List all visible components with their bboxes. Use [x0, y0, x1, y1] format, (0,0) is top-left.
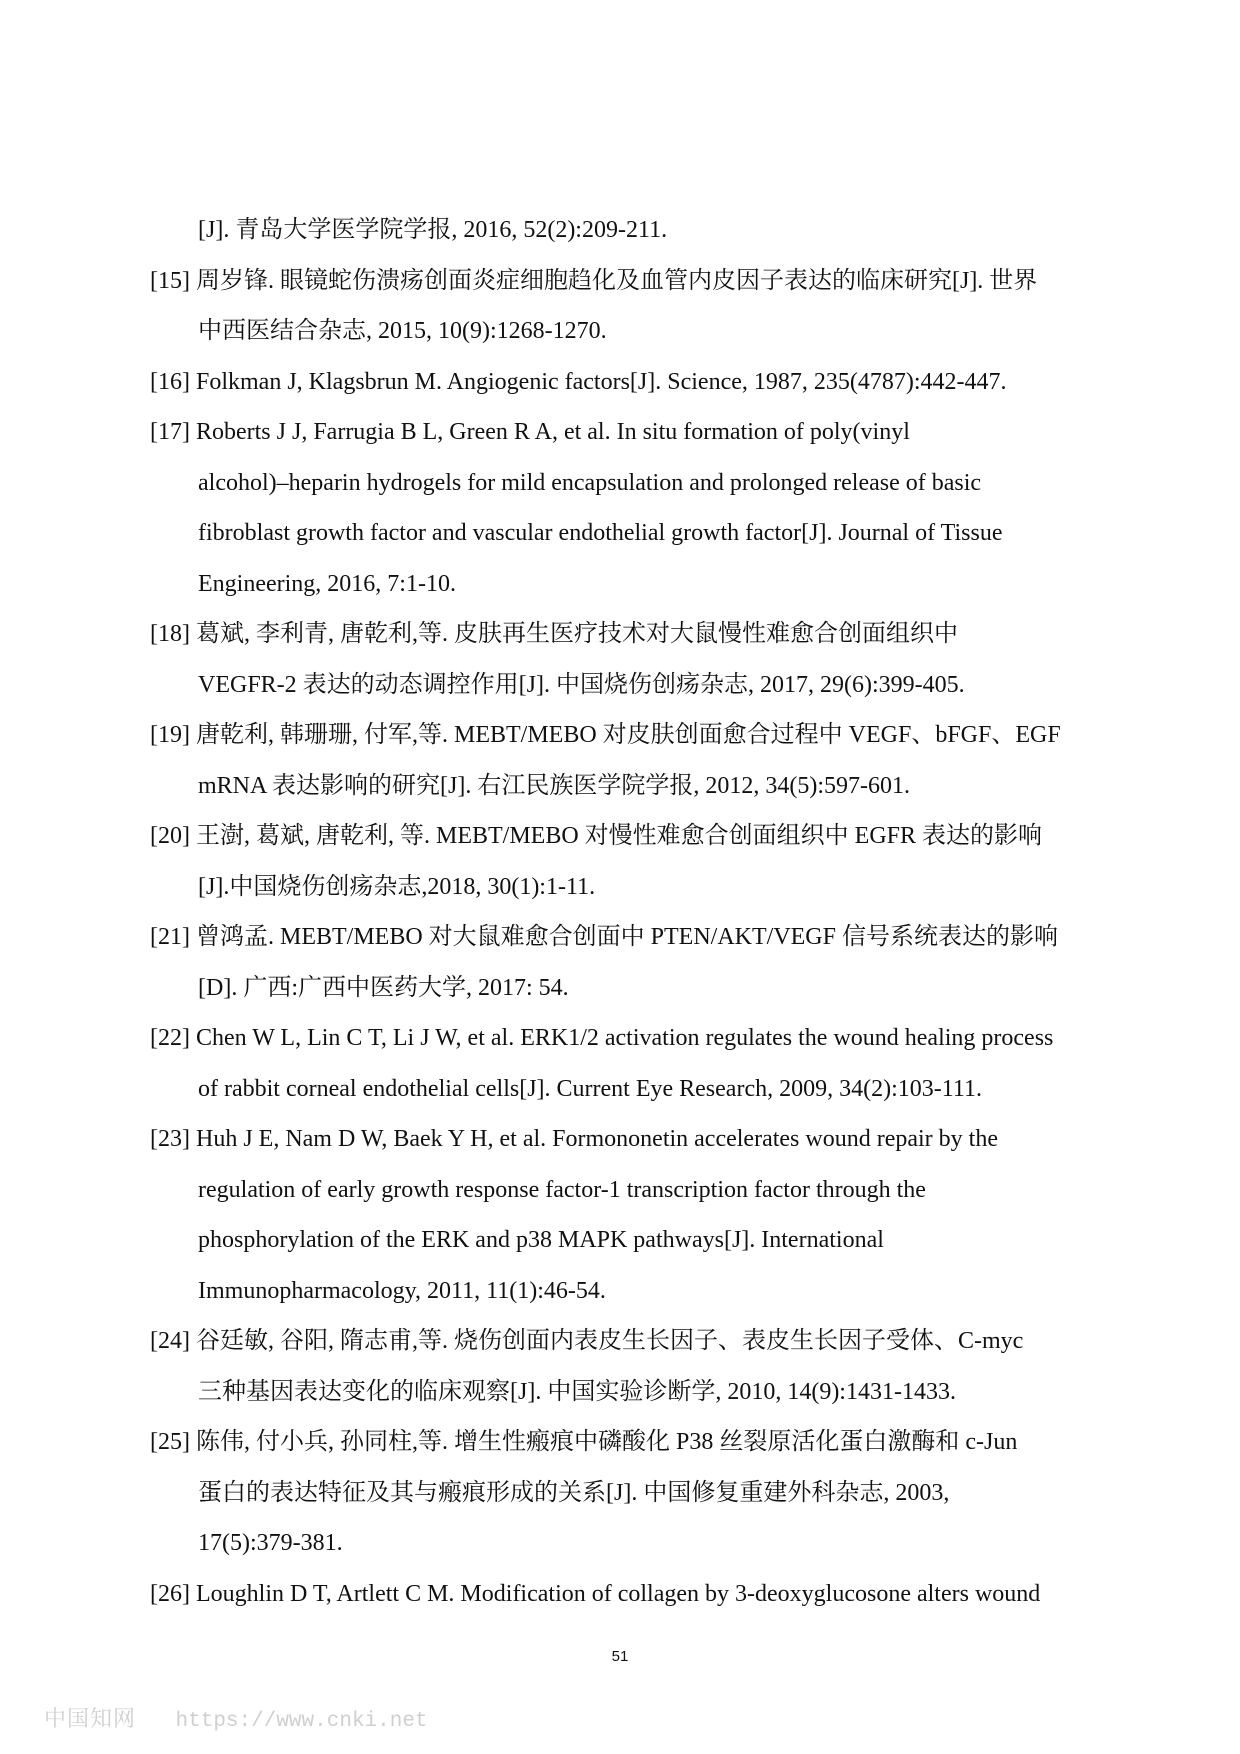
reference-line: [22] Chen W L, Lin C T, Li J W, et al. ERK1/2 activation regulates the wound healing process — [150, 1025, 1054, 1051]
reference-line: [20] 王澍, 葛斌, 唐乾利, 等. MEBT/MEBO 对慢性难愈合创面组织中 EGFR 表达的影响 — [150, 823, 1043, 849]
reference-item — [150, 912, 1100, 1013]
watermark-site-name: 中国知网 — [44, 1707, 137, 1732]
reference-item — [150, 1417, 1100, 1569]
watermark-url: https://www.cnki.net — [175, 1710, 428, 1733]
reference-item — [150, 256, 1100, 357]
reference-item — [150, 710, 1100, 811]
reference-line: [23] Huh J E, Nam D W, Baek Y H, et al. Formononetin accelerates wound repair by the — [150, 1126, 998, 1152]
reference-line: [21] 曾鸿孟. MEBT/MEBO 对大鼠难愈合创面中 PTEN/AKT/VEGF 信号系统表达的影响 — [150, 924, 1058, 950]
reference-line: [17] Roberts J J, Farrugia B L, Green R A, et al. In situ formation of poly(vinyl — [150, 419, 910, 445]
reference-item — [150, 1569, 1100, 1620]
reference-list — [150, 205, 1100, 1619]
reference-line: 17(5):379-381. — [198, 1530, 343, 1556]
reference-line: regulation of early growth response factor-1 transcription factor through the — [198, 1176, 926, 1203]
reference-line: [D]. 广西:广西中医药大学, 2017: 54. — [198, 974, 569, 1001]
reference-line: 中西医结合杂志, 2015, 10(9):1268-1270. — [198, 318, 607, 344]
reference-item — [150, 205, 1100, 256]
reference-line: 三种基因表达变化的临床观察[J]. 中国实验诊断学, 2010, 14(9):1431-1433. — [198, 1378, 956, 1405]
reference-line: alcohol)–heparin hydrogels for mild encapsulation and prolonged release of basic — [198, 469, 982, 496]
reference-item — [150, 1013, 1100, 1114]
reference-line: 蛋白的表达特征及其与瘢痕形成的关系[J]. 中国修复重建外科杂志, 2003, — [198, 1479, 950, 1506]
reference-item — [150, 811, 1100, 912]
reference-line: [19] 唐乾利, 韩珊珊, 付军,等. MEBT/MEBO 对皮肤创面愈合过程中 VEGF、bFGF、EGF — [150, 722, 1061, 748]
reference-line: [J]. 青岛大学医学院学报, 2016, 52(2):209-211. — [198, 217, 668, 243]
reference-line: [16] Folkman J, Klagsbrun M. Angiogenic factors[J]. Science, 1987, 235(4787):442-447. — [150, 368, 1007, 395]
reference-line: VEGFR-2 表达的动态调控作用[J]. 中国烧伤创疡杂志, 2017, 29(6):399-405. — [198, 671, 965, 698]
reference-line: fibroblast growth factor and vascular endothelial growth factor[J]. Journal of Tissue — [198, 520, 1003, 546]
watermark — [44, 1702, 428, 1733]
reference-line: [26] Loughlin D T, Artlett C M. Modification of collagen by 3-deoxyglucosone alters wound — [150, 1580, 1041, 1607]
reference-line: of rabbit corneal endothelial cells[J]. Current Eye Research, 2009, 34(2):103-111. — [198, 1075, 982, 1102]
reference-item — [150, 357, 1100, 408]
reference-line: [25] 陈伟, 付小兵, 孙同柱,等. 增生性瘢痕中磷酸化 P38 丝裂原活化蛋白激酶和 c-Jun — [150, 1429, 1018, 1455]
reference-item — [150, 609, 1100, 710]
reference-line: [15] 周岁锋. 眼镜蛇伤溃疡创面炎症细胞趋化及血管内皮因子表达的临床研究[J]. 世界 — [150, 267, 1038, 294]
reference-item — [150, 1316, 1100, 1417]
reference-line: phosphorylation of the ERK and p38 MAPK pathways[J]. International — [198, 1227, 884, 1253]
page-number: 51 — [611, 1648, 629, 1665]
reference-line: [24] 谷廷敏, 谷阳, 隋志甫,等. 烧伤创面内表皮生长因子、表皮生长因子受体、C-myc — [150, 1328, 1024, 1354]
reference-line: mRNA 表达影响的研究[J]. 右江民族医学院学报, 2012, 34(5):597-601. — [198, 772, 910, 799]
reference-line: Engineering, 2016, 7:1-10. — [198, 570, 456, 597]
reference-line: [18] 葛斌, 李利青, 唐乾利,等. 皮肤再生医疗技术对大鼠慢性难愈合创面组织中 — [150, 621, 958, 647]
reference-item — [150, 407, 1100, 609]
reference-item — [150, 1114, 1100, 1316]
reference-line: [J].中国烧伤创疡杂志,2018, 30(1):1-11. — [198, 873, 596, 900]
reference-line: Immunopharmacology, 2011, 11(1):46-54. — [198, 1277, 606, 1304]
